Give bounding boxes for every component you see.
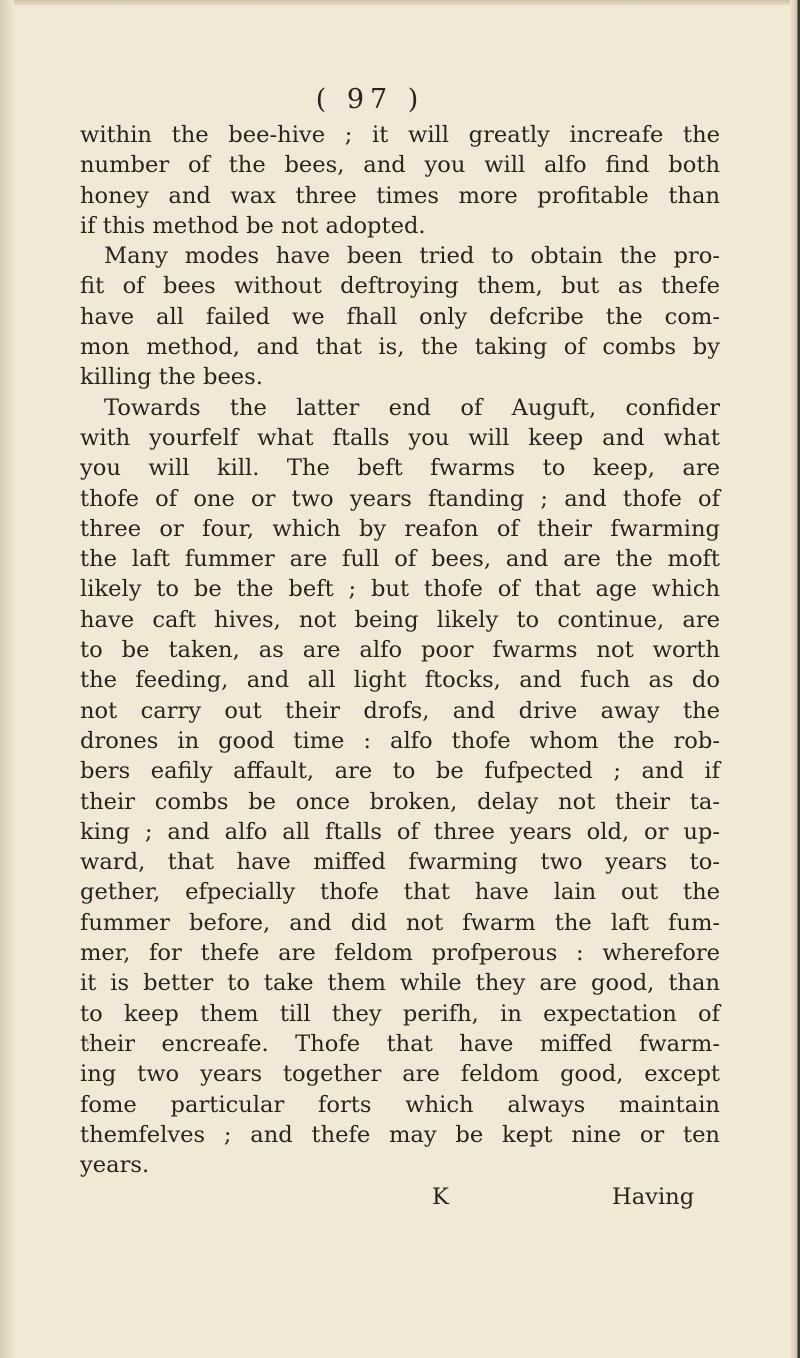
catchword: Having xyxy=(612,1184,695,1210)
text-line: mon method, and that is, the taking of combs by xyxy=(80,334,720,361)
text-line: number of the bees, and you will alfo find both xyxy=(80,152,720,179)
text-line: the laft fummer are full of bees, and are the moft xyxy=(80,546,720,573)
text-line: ing two years together are feldom good, except xyxy=(80,1061,720,1088)
text-line: thofe of one or two years ftanding ; and thofe of xyxy=(80,485,720,512)
text-line: honey and wax three times more profitable than xyxy=(80,182,720,209)
text-line: the feeding, and all light ftocks, and fuch as do xyxy=(80,667,720,694)
text-line: drones in good time : alfo thofe whom the rob- xyxy=(80,727,720,754)
text-line: their encreafe. Thofe that have miffed fwarm- xyxy=(80,1030,720,1057)
body-text xyxy=(80,120,720,1180)
text-line: mer, for thefe are feldom profperous : wherefore xyxy=(80,940,720,967)
text-line: have caft hives, not being likely to continue, are xyxy=(80,606,720,633)
paragraph-start: Towards the latter end of Auguft, confider xyxy=(104,394,720,421)
signature-mark: K xyxy=(432,1184,449,1210)
text-line: if this method be not adopted. xyxy=(80,212,426,239)
text-line: to keep them till they perifh, in expectation of xyxy=(80,1000,720,1027)
text-line: their combs be once broken, delay not their ta- xyxy=(80,788,720,815)
page-right-edge xyxy=(790,0,800,1358)
text-line: with yourfelf what ftalls you will keep and what xyxy=(80,424,720,451)
page-number: ( 97 ) xyxy=(315,84,425,115)
text-line: likely to be the beft ; but thofe of that age which xyxy=(80,576,720,603)
page-gutter xyxy=(0,0,14,1358)
text-line: within the bee-hive ; it will greatly increafe the xyxy=(80,122,720,148)
text-line: themfelves ; and thefe may be kept nine or ten xyxy=(80,1121,720,1148)
text-line: not carry out their drofs, and drive away the xyxy=(80,697,720,724)
text-line: it is better to take them while they are good, than xyxy=(80,970,720,997)
text-line: king ; and alfo all ftalls of three years old, or up- xyxy=(80,818,720,845)
page-top-edge xyxy=(0,0,800,6)
text-line: fummer before, and did not fwarm the laft fum- xyxy=(80,909,720,936)
text-line: gether, efpecially thofe that have lain out the xyxy=(80,879,720,906)
text-line: years. xyxy=(80,1152,150,1179)
text-line: have all failed we fhall only defcribe the com- xyxy=(80,303,720,330)
text-line: fome particular forts which always maintain xyxy=(80,1091,720,1118)
text-line: killing the bees. xyxy=(80,364,263,391)
text-line: ward, that have miffed fwarming two years to- xyxy=(80,849,720,876)
text-line: three or four, which by reafon of their fwarming xyxy=(80,515,720,542)
text-line: you will kill. The beft fwarms to keep, are xyxy=(80,455,720,482)
paragraph-start: Many modes have been tried to obtain the pro- xyxy=(104,243,720,270)
text-line: to be taken, as are alfo poor fwarms not worth xyxy=(80,637,720,664)
text-line: fit of bees without deftroying them, but as thefe xyxy=(80,273,720,300)
text-line: bers eafily affault, are to be fufpected ; and if xyxy=(80,758,720,785)
